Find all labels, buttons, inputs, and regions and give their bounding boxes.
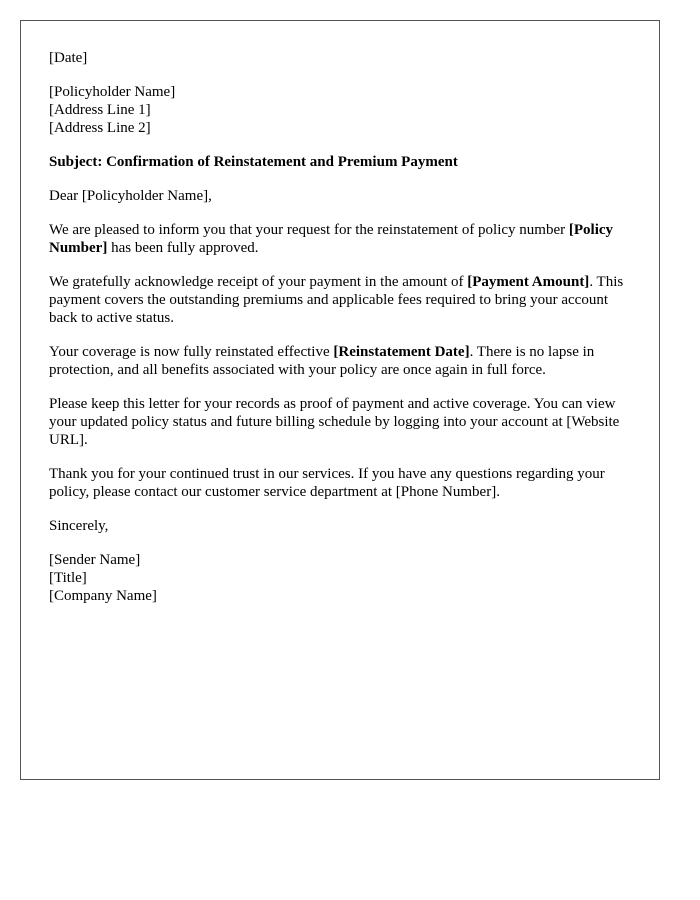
paragraph-payment [49, 273, 631, 327]
paragraph-approval-text-1: We are pleased to inform you that your request for the reinstatement of policy number [49, 222, 569, 238]
letter-subject: Subject: Confirmation of Reinstatement and Premium Payment [49, 154, 458, 170]
recipient-address-line-2: [Address Line 2] [49, 120, 151, 136]
reinstatement-date-placeholder: [Reinstatement Date] [333, 344, 470, 360]
recipient-address-line-1: [Address Line 1] [49, 102, 151, 118]
policy-number-placeholder: [Policy Number] [49, 222, 614, 256]
sender-name: [Sender Name] [49, 552, 141, 568]
payment-amount-placeholder: [Payment Amount] [467, 274, 590, 290]
sender-company: [Company Name] [49, 588, 157, 604]
sender-title: [Title] [49, 570, 87, 586]
letter-date [49, 49, 631, 67]
recipient-name: [Policyholder Name] [49, 84, 176, 100]
paragraph-approval-text-2: has been fully approved. [107, 240, 259, 256]
salutation: Dear [Policyholder Name], [49, 188, 212, 204]
date-text: [Date] [49, 50, 88, 66]
paragraph-thanks: Thank you for your continued trust in our services. If you have any questions regarding your policy, please contact our customer service department at [Phone Number]. [49, 466, 605, 500]
letter-page [20, 20, 660, 780]
paragraph-records: Please keep this letter for your records as proof of payment and active coverage. You can view your updated policy status and future billing schedule by logging into your account at [Website URL]. [49, 396, 620, 448]
sender-signature [49, 551, 631, 605]
paragraph-coverage [49, 343, 631, 379]
paragraph-payment-text-2: . This payment covers the outstanding premiums and applicable fees required to bring your account back to active status. [49, 274, 624, 326]
closing: Sincerely, [49, 518, 109, 534]
paragraph-approval [49, 221, 631, 257]
paragraph-payment-text-1: We gratefully acknowledge receipt of your payment in the amount of [49, 274, 468, 290]
paragraph-coverage-text-2: . There is no lapse in protection, and all benefits associated with your policy are once again in full force. [49, 344, 595, 378]
recipient-address [49, 83, 631, 137]
paragraph-coverage-text-1: Your coverage is now fully reinstated effective [49, 344, 334, 360]
